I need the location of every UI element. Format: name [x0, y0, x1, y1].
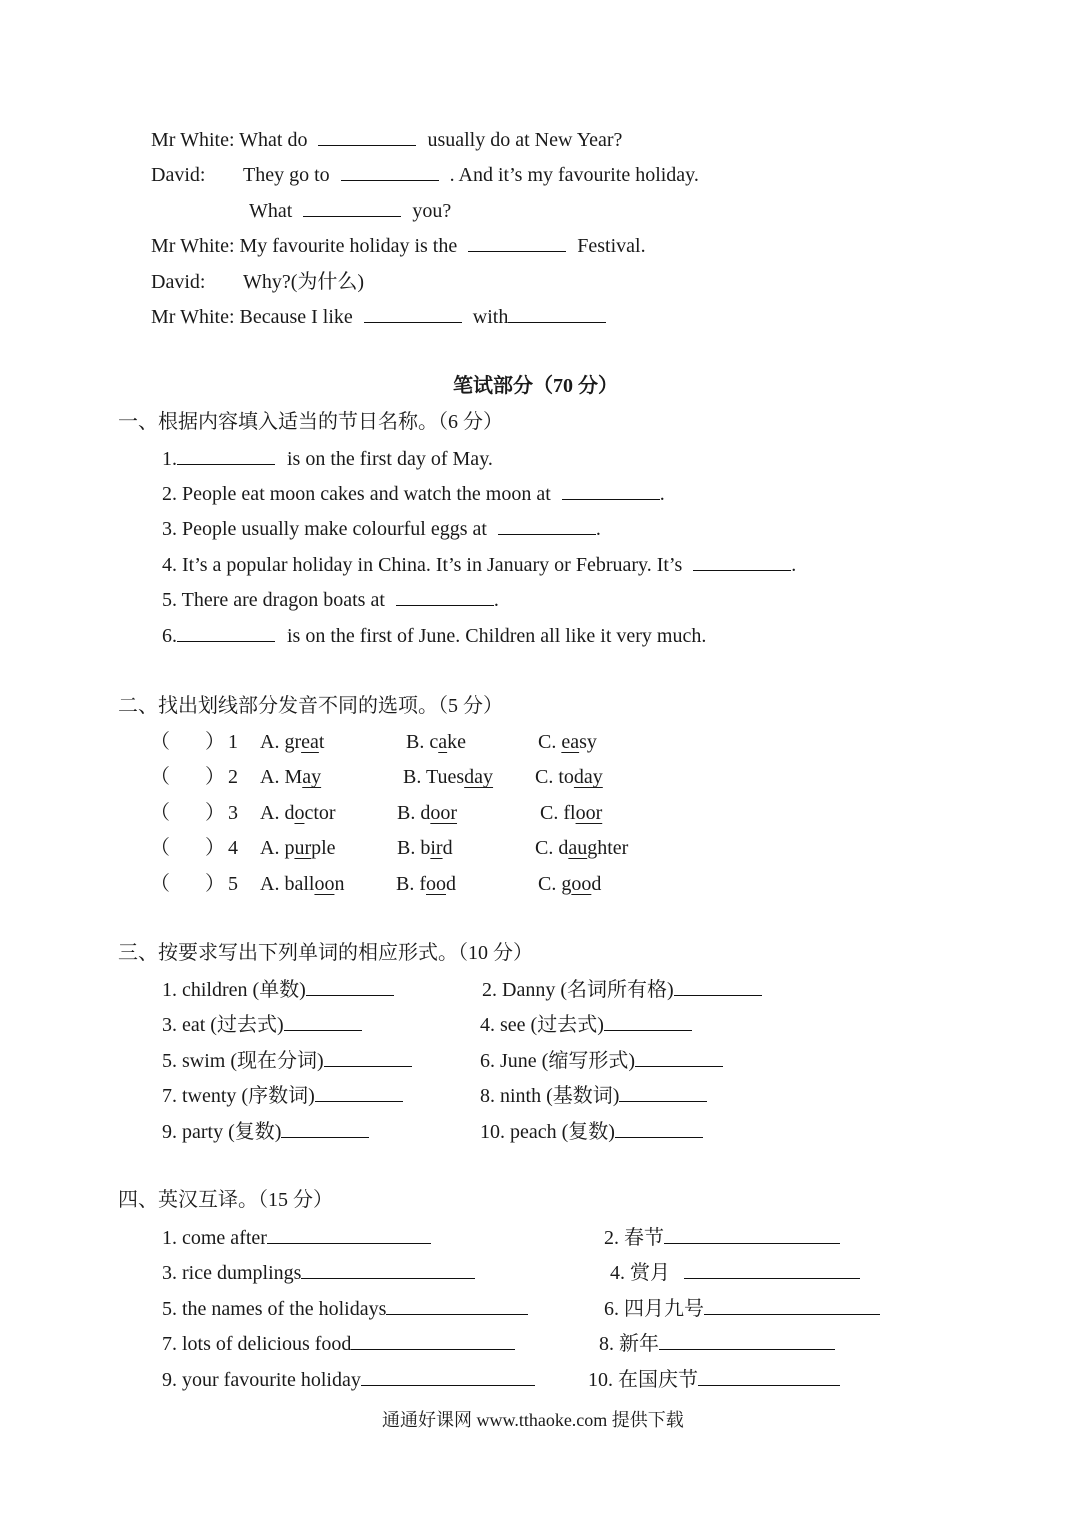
answer-paren-left: [150, 836, 170, 860]
answer-blank[interactable]: [303, 200, 401, 217]
option-text: C. g: [538, 873, 572, 895]
dialogue-text: . And it’s my favourite holiday.: [449, 164, 699, 186]
option-text: C. d: [535, 837, 569, 859]
answer-blank[interactable]: [684, 1262, 860, 1279]
option-b: [406, 730, 466, 754]
answer-paren-right[interactable]: ）: [205, 766, 225, 788]
option-c: [540, 801, 602, 825]
option-text: t: [318, 731, 325, 753]
option-b: [397, 801, 457, 825]
exercise-item: [588, 1368, 840, 1392]
item-prompt: 2. Danny (名词所有格): [482, 979, 674, 1001]
option-b: [403, 765, 493, 789]
exercise-item: [599, 1332, 835, 1356]
option-text: ctor: [304, 802, 336, 824]
page-footer: 通通好课网 www.tthaoke.com 提供下载: [382, 1410, 684, 1430]
answer-blank[interactable]: [306, 979, 394, 996]
answer-blank[interactable]: [177, 448, 275, 465]
item-prompt: 9. your favourite holiday: [162, 1369, 361, 1391]
question-end: .: [493, 589, 499, 611]
option-b: [397, 836, 453, 860]
answer-blank[interactable]: [664, 1227, 840, 1244]
dialogue-line-6: [151, 305, 606, 329]
option-text: sy: [579, 731, 597, 753]
answer-blank[interactable]: [704, 1298, 880, 1315]
answer-blank[interactable]: [324, 1050, 412, 1067]
section-3-title: 三、按要求写出下列单词的相应形式。（10 分）: [118, 942, 533, 964]
question-number: [228, 836, 238, 860]
item-prompt: 1. come after: [162, 1227, 267, 1249]
item-prompt: 2. 春节: [604, 1227, 664, 1249]
exercise-item: [162, 1120, 369, 1144]
option-a: [260, 765, 321, 789]
paren: （: [150, 802, 170, 824]
underlined-sound: oo: [571, 873, 592, 895]
option-b: [396, 872, 456, 896]
option-c: [538, 730, 597, 754]
item-prompt: 5. the names of the holidays: [162, 1298, 387, 1320]
paren: （: [150, 766, 170, 788]
section-4-title: 四、英汉互译。（15 分）: [118, 1189, 333, 1211]
answer-blank[interactable]: [386, 1298, 528, 1315]
option-text: C. fl: [540, 802, 576, 824]
paren: （: [150, 873, 170, 895]
option-a: [260, 836, 336, 860]
exercise-item: [604, 1226, 840, 1250]
answer-blank[interactable]: [301, 1262, 475, 1279]
answer-blank[interactable]: [341, 164, 439, 181]
dialogue-text: Mr White: My favourite holiday is the: [151, 235, 458, 257]
written-part-title: 笔试部分（70 分）: [453, 375, 618, 397]
s1-question-1: [162, 447, 493, 471]
exercise-item: [162, 1332, 515, 1356]
answer-blank[interactable]: [619, 1085, 707, 1102]
exercise-item: [162, 978, 394, 1002]
answer-blank[interactable]: [508, 306, 606, 323]
dialogue-line-1: [151, 128, 622, 152]
answer-blank[interactable]: [693, 554, 791, 571]
number: 5: [228, 873, 238, 895]
option-text: ple: [311, 837, 336, 859]
answer-blank[interactable]: [351, 1333, 515, 1350]
question-text: is on the first day of May.: [287, 448, 493, 470]
item-prompt: 8. ninth (基数词): [480, 1085, 620, 1107]
option-text: ke: [447, 731, 466, 753]
item-prompt: 6. June (缩写形式): [480, 1050, 635, 1072]
option-text: B. Tues: [403, 766, 465, 788]
s1-question-5: [162, 588, 499, 612]
option-a: [260, 730, 324, 754]
item-prompt: 4. see (过去式): [480, 1014, 604, 1036]
answer-blank[interactable]: [396, 589, 494, 606]
dialogue-speaker: David:: [151, 164, 206, 186]
question-number: [228, 872, 238, 896]
item-prompt: 7. lots of delicious food: [162, 1333, 352, 1355]
dialogue-line-5: Why?(为什么): [243, 271, 365, 293]
question-number: 6.: [162, 625, 177, 647]
question-end: .: [595, 518, 601, 540]
dialogue-text: you?: [412, 200, 452, 222]
answer-paren-left: [150, 801, 170, 825]
option-text: A. M: [260, 766, 303, 788]
number: 2: [228, 766, 238, 788]
option-text: ghter: [587, 837, 629, 859]
underlined-sound: oo: [314, 873, 335, 895]
question-text: 2. People eat moon cakes and watch the moon at: [162, 483, 551, 505]
answer-blank[interactable]: [615, 1121, 703, 1138]
option-text: n: [334, 873, 345, 895]
option-a: [260, 872, 344, 896]
answer-blank[interactable]: [177, 625, 275, 642]
dialogue-text: Festival.: [577, 235, 646, 257]
answer-blank[interactable]: [364, 306, 462, 323]
question-number: [228, 801, 238, 825]
option-c: [538, 872, 601, 896]
underlined-sound: ur: [294, 837, 312, 859]
s1-question-4: [162, 553, 796, 577]
question-text: 3. People usually make colourful eggs at: [162, 518, 487, 540]
dialogue-line-3: [249, 199, 451, 223]
option-text: A. p: [260, 837, 295, 859]
dialogue-text: Mr White: Because I like: [151, 306, 353, 328]
exercise-item: [480, 1084, 707, 1108]
answer-blank[interactable]: [267, 1227, 431, 1244]
dialogue-line-4: [151, 234, 646, 258]
option-text: d: [591, 873, 602, 895]
exercise-item: [482, 978, 762, 1002]
item-prompt: 8. 新年: [599, 1333, 659, 1355]
dialogue-text: usually do at New Year?: [427, 129, 623, 151]
option-text: d: [442, 837, 453, 859]
dialogue-text: Mr White: What do: [151, 129, 308, 151]
underlined-sound: a: [438, 731, 448, 753]
option-text: A. ball: [260, 873, 315, 895]
exercise-item: [162, 1297, 528, 1321]
dialogue-line-2: [243, 163, 699, 187]
exercise-item: [604, 1297, 880, 1321]
option-text: C.: [538, 731, 562, 753]
option-text: B. b: [397, 837, 431, 859]
answer-blank[interactable]: [318, 129, 416, 146]
answer-blank[interactable]: [604, 1014, 692, 1031]
paren: （: [150, 731, 170, 753]
question-end: .: [659, 483, 665, 505]
item-prompt: 10. peach (复数): [480, 1121, 615, 1143]
exercise-item: [480, 1120, 703, 1144]
item-prompt: 1. children (单数): [162, 979, 306, 1001]
item-prompt: 3. rice dumplings: [162, 1262, 302, 1284]
option-a: [260, 801, 336, 825]
answer-paren-right[interactable]: ）: [205, 802, 225, 824]
underlined-sound: day: [464, 766, 494, 788]
s1-question-6: [162, 624, 706, 648]
section-2-title: 二、找出划线部分发音不同的选项。（5 分）: [118, 695, 503, 717]
dialogue-text: They go to: [243, 164, 330, 186]
answer-blank[interactable]: [284, 1014, 362, 1031]
answer-blank[interactable]: [659, 1333, 835, 1350]
exercise-item: [480, 1049, 723, 1073]
underlined-sound: o: [294, 802, 305, 824]
option-text: B. f: [396, 873, 426, 895]
underlined-sound: oor: [575, 802, 603, 824]
paren: （: [150, 837, 170, 859]
section-1-title: 一、根据内容填入适当的节日名称。（6 分）: [118, 411, 503, 433]
exercise-item: [162, 1226, 431, 1250]
answer-paren-right[interactable]: ）: [205, 873, 225, 895]
option-text: C. to: [535, 766, 574, 788]
answer-blank[interactable]: [315, 1085, 403, 1102]
option-c: [535, 765, 603, 789]
item-prompt: 6. 四月九号: [604, 1298, 704, 1320]
exercise-item: [162, 1261, 475, 1285]
option-text: A. d: [260, 802, 295, 824]
item-prompt: 7. twenty (序数词): [162, 1085, 315, 1107]
underlined-sound: oo: [426, 873, 446, 895]
option-text: A. gr: [260, 731, 302, 753]
option-text: B. d: [397, 802, 431, 824]
underlined-sound: day: [573, 766, 603, 788]
answer-blank[interactable]: [698, 1369, 840, 1386]
item-prompt: 3. eat (过去式): [162, 1014, 284, 1036]
answer-paren-right[interactable]: ）: [205, 837, 225, 859]
dialogue-text: with: [472, 306, 509, 328]
dialogue-speaker: David:: [151, 271, 206, 293]
exercise-item: [610, 1261, 860, 1285]
s1-question-2: [162, 482, 665, 506]
item-prompt: 5. swim (现在分词): [162, 1050, 324, 1072]
underlined-sound: ea: [301, 731, 319, 753]
exercise-item: [162, 1013, 362, 1037]
question-text: is on the first of June. Children all like it very much.: [287, 625, 707, 647]
option-text: d: [446, 873, 456, 895]
underlined-sound: ea: [561, 731, 580, 753]
exercise-item: [162, 1084, 403, 1108]
item-prompt: 4. 赏月: [610, 1262, 670, 1284]
answer-blank[interactable]: [281, 1121, 369, 1138]
question-number: 1.: [162, 448, 177, 470]
underlined-sound: ay: [302, 766, 322, 788]
answer-blank[interactable]: [562, 483, 660, 500]
number: 4: [228, 837, 238, 859]
answer-blank[interactable]: [361, 1369, 535, 1386]
underlined-sound: oor: [430, 802, 458, 824]
answer-paren-right[interactable]: ）: [205, 731, 225, 753]
option-text: B. c: [406, 731, 439, 753]
exercise-item: [162, 1049, 412, 1073]
answer-blank[interactable]: [674, 979, 762, 996]
question-text: 4. It’s a popular holiday in China. It’s in January or February. It’s: [162, 554, 683, 576]
number: 1: [228, 731, 238, 753]
exercise-item: [480, 1013, 692, 1037]
option-c: [535, 836, 628, 860]
item-prompt: 9. party (复数): [162, 1121, 282, 1143]
answer-paren-left: [150, 730, 170, 754]
answer-paren-left: [150, 765, 170, 789]
underlined-sound: ir: [430, 837, 443, 859]
question-end: .: [791, 554, 797, 576]
exercise-item: [162, 1368, 535, 1392]
item-prompt: 10. 在国庆节: [588, 1369, 698, 1391]
dialogue-text: What: [249, 200, 293, 222]
s1-question-3: [162, 517, 601, 541]
answer-blank[interactable]: [635, 1050, 723, 1067]
answer-blank[interactable]: [468, 235, 566, 252]
question-text: 5. There are dragon boats at: [162, 589, 385, 611]
number: 3: [228, 802, 238, 824]
question-number: [228, 730, 238, 754]
answer-blank[interactable]: [498, 518, 596, 535]
question-number: [228, 765, 238, 789]
underlined-sound: au: [568, 837, 588, 859]
answer-paren-left: [150, 872, 170, 896]
